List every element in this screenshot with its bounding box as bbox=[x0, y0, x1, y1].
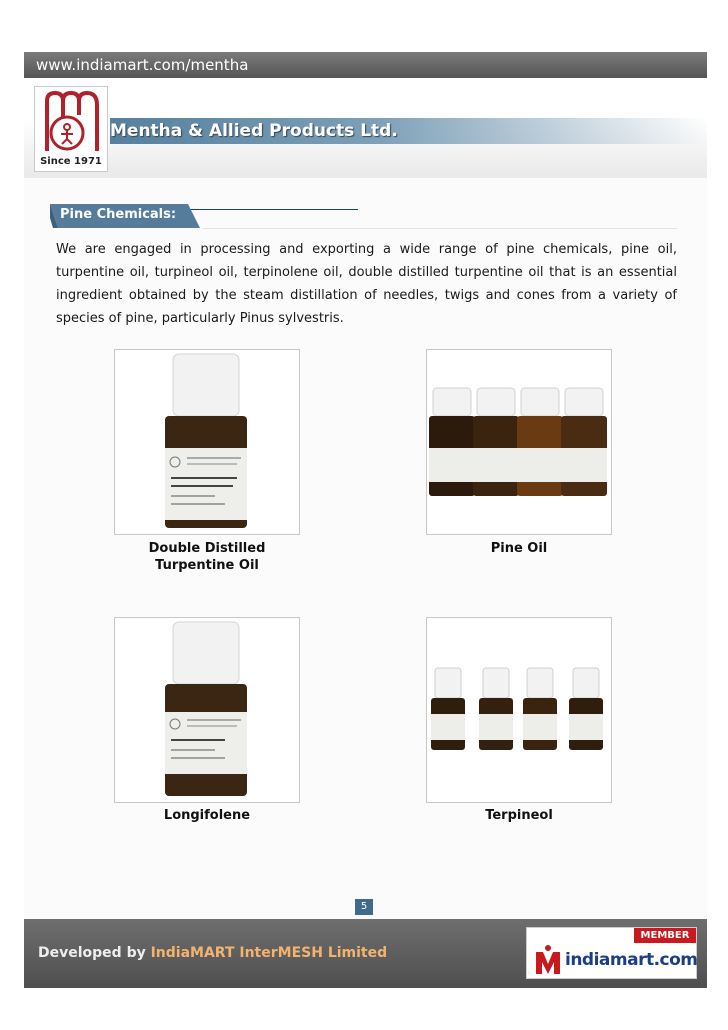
badge-site-name: indiamart.com bbox=[565, 950, 698, 970]
section-title: Pine Chemicals: bbox=[60, 207, 177, 222]
footer bbox=[24, 919, 707, 988]
indiamart-logo-icon bbox=[533, 944, 563, 976]
logo-since-text: Since 1971 bbox=[40, 156, 102, 167]
product-image-terpineol[interactable] bbox=[426, 617, 612, 803]
product-caption-terpineol: Terpineol bbox=[485, 808, 553, 823]
company-name: Mentha & Allied Products Ltd. bbox=[110, 121, 398, 141]
bottle-icon bbox=[115, 618, 299, 802]
footer-developed-by: Developed by bbox=[38, 945, 146, 961]
section-tab bbox=[50, 204, 200, 228]
company-banner bbox=[110, 118, 707, 144]
company-logo bbox=[34, 86, 108, 172]
product-caption-pine-oil: Pine Oil bbox=[490, 541, 548, 556]
product-caption-longifolene: Longifolene bbox=[163, 808, 251, 823]
section-rule bbox=[202, 228, 677, 229]
product-caption-turpentine: Double Distilled Turpentine Oil bbox=[148, 541, 266, 573]
url-bar[interactable]: www.indiamart.com/mentha bbox=[24, 52, 707, 78]
mentha-logo-icon bbox=[35, 87, 107, 157]
bottle-icon bbox=[115, 350, 299, 534]
footer-credit bbox=[38, 945, 387, 961]
footer-developer-link[interactable]: IndiaMART InterMESH Limited bbox=[150, 945, 388, 961]
section-description: We are engaged in processing and exporting a wide range of pine chemicals, pine oil, turpentine oil, turpineol oil, terpinolene oil, double distilled turpentine oil that is an essential ingredient obtained by the steam distillation of needles, twigs and cones from a variety of species of pine, particularly Pinus sylvestris. bbox=[56, 242, 677, 326]
bottles-icon bbox=[427, 618, 611, 802]
product-image-turpentine[interactable] bbox=[114, 349, 300, 535]
product-image-longifolene[interactable] bbox=[114, 617, 300, 803]
product-image-pine-oil[interactable] bbox=[426, 349, 612, 535]
page-number: 5 bbox=[355, 899, 373, 915]
badge-member-label: MEMBER bbox=[634, 928, 696, 943]
indiamart-member-badge[interactable] bbox=[526, 927, 697, 979]
page bbox=[24, 52, 707, 988]
header bbox=[24, 78, 707, 178]
bottles-icon bbox=[427, 350, 611, 534]
